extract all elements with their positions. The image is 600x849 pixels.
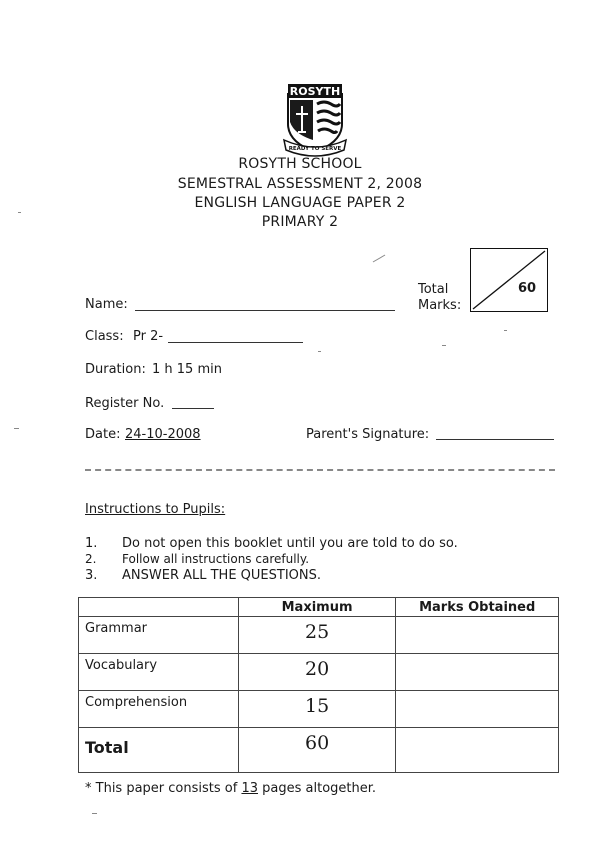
class-field[interactable] [168,342,303,343]
register-field[interactable] [172,408,214,409]
scan-mark [442,345,446,346]
scan-mark [373,255,386,263]
total-marks-box[interactable] [470,248,548,312]
total-marks-out-of: 60 [518,281,537,296]
section-name: Vocabulary [79,654,239,691]
instruction-text: Do not open this booklet until you are told to do so. [122,536,458,551]
total-label: Total [79,728,239,773]
marks-obtained-cell[interactable] [396,617,559,654]
school-crest-logo [280,80,350,158]
paper-title: ENGLISH LANGUAGE PAPER 2 [194,195,406,211]
separator-line [85,469,555,471]
table-row [79,617,559,654]
duration-value: 1 h 15 min [152,362,222,377]
instruction-number: 1. [85,536,98,551]
name-label: Name: [85,297,128,312]
class-value: Pr 2- [133,329,164,344]
scan-mark [18,212,21,213]
maximum-marks: 20 [238,654,396,691]
date-label: Date: [85,427,121,442]
instructions-heading: Instructions to Pupils: [85,502,226,517]
name-field[interactable] [135,310,395,311]
signature-label: Parent's Signature: [306,427,430,442]
marks-obtained-cell[interactable] [396,654,559,691]
table-total-row [79,728,559,773]
table-row [79,691,559,728]
total-obtained-cell[interactable] [396,728,559,773]
instruction-number: 3. [85,568,98,583]
table-header-cell: Maximum [238,598,396,617]
page-count-note: * This paper consists of 13 pages altogether. [85,781,377,796]
assessment-title: SEMESTRAL ASSESSMENT 2, 2008 [177,176,423,192]
section-name: Grammar [79,617,239,654]
table-row [79,654,559,691]
scan-mark [504,330,507,331]
page-count: 13 [241,781,258,796]
signature-field[interactable] [436,439,554,440]
table-header-cell: Marks Obtained [396,598,559,617]
section-name: Comprehension [79,691,239,728]
scan-mark [92,813,97,814]
school-name: ROSYTH SCHOOL [238,156,362,172]
svg-text:READY TO SERVE: READY TO SERVE [288,146,342,152]
instruction-text: ANSWER ALL THE QUESTIONS. [122,568,322,583]
scan-mark [14,428,19,429]
maximum-marks: 15 [238,691,396,728]
date-value: 24-10-2008 [125,427,201,442]
instruction-number: 2. [85,552,97,566]
total-maximum: 60 [238,728,396,773]
table-header-row [79,598,559,617]
register-label: Register No. [85,396,165,411]
maximum-marks: 25 [238,617,396,654]
level-title: PRIMARY 2 [261,214,339,230]
class-label: Class: [85,329,124,344]
marks-obtained-cell[interactable] [396,691,559,728]
duration-label: Duration: [85,362,146,377]
svg-text:ROSYTH: ROSYTH [289,85,341,98]
table-header-cell [79,598,239,617]
instruction-text: Follow all instructions carefully. [122,552,310,566]
scan-mark [318,351,321,352]
marks-table [78,597,559,773]
total-marks-label: Total Marks: [418,282,462,313]
